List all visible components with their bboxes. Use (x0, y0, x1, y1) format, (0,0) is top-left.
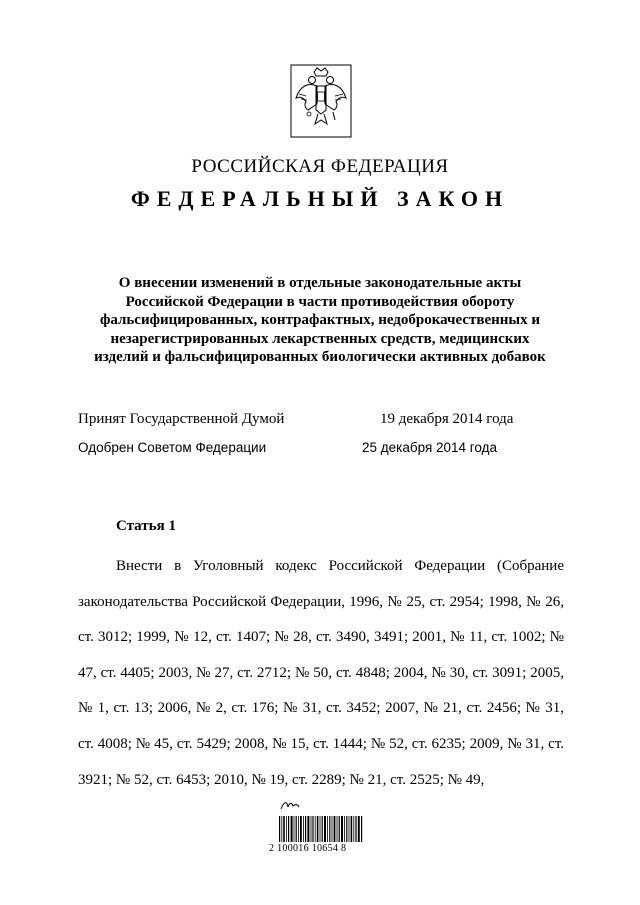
barcode-icon (279, 816, 363, 842)
article-body: Внести в Уголовный кодекс Российской Федерации (Собрание законодательства Российской Федерации, 1996, № 25, ст. 2954; 1998, № 26, ст. 3012; 1999, № 12, ст. 1407; № 28, ст. 3490, 3491; 2001, № 11, ст. 1002; № 47, ст. 4405; 2003, № 27, ст. 2712; № 50, ст. 4848; 2004, № 30, ст. 3091; 2005, № 1, ст. 13; 2006, № 2, ст. 176; № 31, ст. 3452; 2007, № 21, ст. 2456; № 31, ст. 4008; № 45, ст. 5429; 2008, № 15, ст. 1444; № 52, ст. 6235; 2009, № 31, ст. 3921; № 52, ст. 6453; 2010, № 19, ст. 2289; № 21, ст. 2525; № 49, (78, 558, 564, 788)
article-heading: Статья 1 (116, 518, 176, 534)
barcode-number: 2 100016 10654 8 (269, 843, 347, 854)
country-name: РОССИЙСКАЯ ФЕДЕРАЦИЯ (191, 156, 449, 177)
council-approval-label: Одобрен Советом Федерации (78, 440, 267, 455)
duma-adoption-date: 19 декабря 2014 года (380, 411, 514, 427)
handwritten-mark-icon (279, 798, 301, 812)
council-approval-date: 25 декабря 2014 года (362, 440, 498, 455)
document-type: ФЕДЕРАЛЬНЫЙ ЗАКОН (130, 186, 510, 211)
duma-adoption-label: Принят Государственной Думой (78, 411, 285, 427)
law-title: О внесении изменений в отдельные законодательные акты Российской Федерации в части противодействия обороту фальсифицированных, контрафактных, недоброкачественных и незарегистрированных лекарственных средств, медицинских изделий и фальсифицированных биологически активных добавок (94, 275, 546, 366)
russian-coat-of-arms-icon (290, 64, 352, 138)
